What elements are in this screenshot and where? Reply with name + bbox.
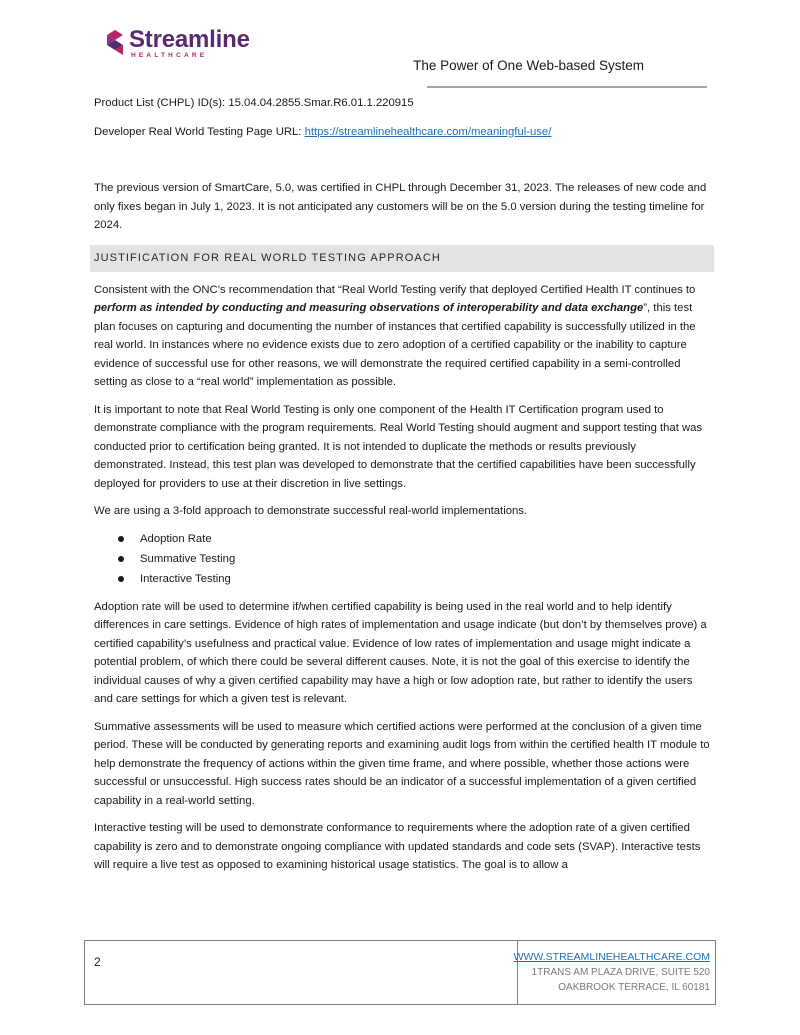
chpl-id-line: Product List (CHPL) ID(s): 15.04.04.2855.Smar.R6.01.1.220915	[94, 97, 414, 109]
approach-list	[94, 529, 710, 589]
page-number: 2	[94, 955, 101, 969]
section-heading: JUSTIFICATION FOR REAL WORLD TESTING APPROACH	[90, 245, 714, 272]
summative-paragraph: Summative assessments will be used to measure which certified actions were performed at the conclusion of a given time period. These will be conducted by generating reports and examining audit logs from within the certified health IT module to help demonstrate the frequency of actions within the given time frame, and where possible, whether those actions were successful or unsuccessful. High success rates should be an indicator of a successful implementation of a given certified capability in a real-world setting.	[94, 720, 710, 807]
logo-wordmark: Streamline	[129, 26, 250, 53]
company-logo	[104, 28, 284, 62]
footer-address-line-1: 1TRANS AM PLAZA DRIVE, SUITE 520	[531, 967, 710, 978]
rwt-url-label: Developer Real World Testing Page URL:	[94, 125, 305, 138]
footer-contact	[514, 950, 710, 995]
p1-emphasis: perform as intended by conducting and measuring observations of interoperability and data exchange	[94, 302, 644, 314]
footer-address-line-2: OAKBROOK TERRACE, IL 60181	[558, 982, 710, 993]
justification-paragraph-1	[94, 281, 710, 392]
adoption-rate-paragraph: Adoption rate will be used to determine if/when certified capability is being used in the real world and to help identify differences in care settings. Evidence of high rates of implementation and usage indicate (but don’t by themselves prove) a certified capability’s usefulness and practical value. Evidence of low rates of implementation and usage might indicate a potential problem, of which there could be several different causes. Note, it is not the goal of this exercise to identify the individual causes of why a given certified capability may have a high or low adoption rate, but rather to identify the users and care settings for which a given test is relevant.	[94, 600, 707, 705]
page-footer	[84, 940, 716, 1005]
header-divider	[427, 86, 707, 88]
rwt-url-link[interactable]: https://streamlinehealthcare.com/meaningful-use/	[304, 125, 552, 138]
previous-version-paragraph: The previous version of SmartCare, 5.0, was certified in CHPL through December 31, 2023. The releases of new code and only fixes began in July 1, 2023. It is not anticipated any customers will be on the 5.0 version during the testing timeline for 2024.	[94, 182, 707, 231]
p1-text-after: ”, this test plan focuses on capturing and documenting the number of instances that certified capability is successfully utilized in the real world. In instances where no evidence exists due to zero adoption of a certified capability or the inability to capture evidence of successful use for other reasons, we will demonstrate the required certified capability in a semi-controlled setting as close to a “real world” implementation as possible.	[94, 302, 696, 388]
list-item: Summative Testing	[140, 549, 710, 569]
logo-subtitle: HEALTHCARE	[131, 52, 208, 59]
approach-intro: We are using a 3-fold approach to demonstrate successful real-world implementations.	[94, 505, 528, 517]
document-body	[94, 94, 710, 875]
footer-website-link[interactable]: WWW.STREAMLINEHEALTHCARE.COM	[513, 951, 710, 963]
justification-paragraph-2: It is important to note that Real World Testing is only one component of the Health IT Certification program used to demonstrate compliance with the program requirements. Real World Testing should augment and support testing that was conducted prior to certification being granted. It is not intended to duplicate the methods or results previously demonstrated. Instead, this test plan was developed to demonstrate that the certified capabilities have been successfully deployed for providers to use at their discretion in live settings.	[94, 403, 703, 490]
p1-text-before: Consistent with the ONC’s recommendation that “Real World Testing verify that deployed Certified Health IT continues to	[94, 283, 696, 296]
header-tagline: The Power of One Web-based System	[413, 58, 644, 73]
rwt-url-line	[94, 123, 710, 142]
list-item: Interactive Testing	[140, 569, 710, 589]
list-item: Adoption Rate	[140, 529, 710, 549]
logo-mark-icon	[104, 28, 126, 58]
interactive-paragraph: Interactive testing will be used to demonstrate conformance to requirements where the adoption rate of a given certified capability is zero and to demonstrate ongoing compliance with updated standards and code sets (SVAP). Interactive tests will require a live test as opposed to examining historical usage statistics. The goal is to allow a	[94, 822, 701, 871]
